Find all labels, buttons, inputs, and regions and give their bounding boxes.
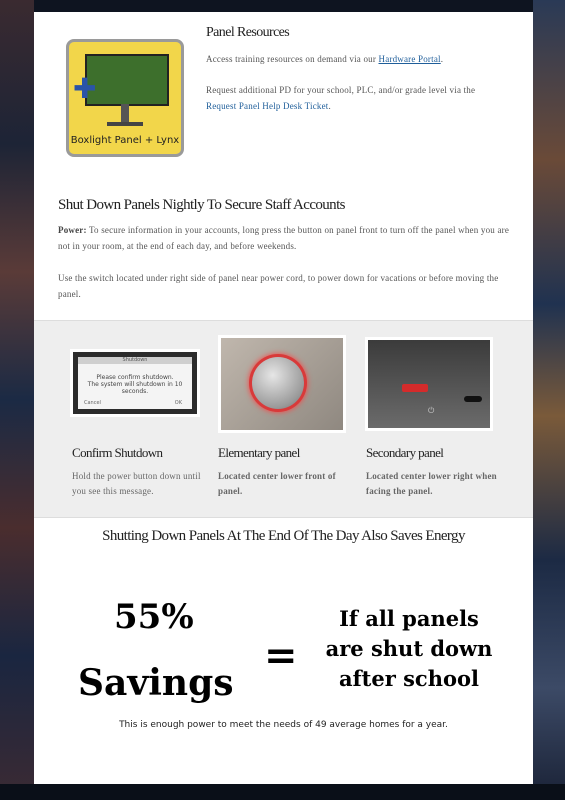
shutdown-paragraph-1 xyxy=(58,222,518,254)
condition-line-3: after school xyxy=(339,666,479,691)
background-left xyxy=(0,0,34,800)
equals-sign: = xyxy=(264,632,298,679)
secondary-panel-desc: Located center lower right when facing the panel. xyxy=(366,471,497,496)
boxlight-logo xyxy=(66,39,184,157)
energy-footnote: This is enough power to meet the needs of 49 average homes for a year. xyxy=(119,720,448,730)
power-icon: ⏻ xyxy=(428,406,435,415)
port-slot xyxy=(464,396,482,402)
dialog-body xyxy=(78,364,192,395)
bottom-strip xyxy=(0,784,565,800)
dialog-header: Shutdown xyxy=(78,357,192,364)
confirm-shutdown-desc: Hold the power button down until you see this message. xyxy=(72,471,201,496)
shutdown-p1-text: To secure information in your accounts, long press the button on panel front to turn off the panel when you are not in your room, at the end of each day, and before weekends. xyxy=(58,225,510,251)
condition-line-2: are shut down xyxy=(325,636,493,661)
resources-p1-end: . xyxy=(440,54,444,64)
resources-paragraph-2 xyxy=(206,82,506,114)
puzzle-icon: ✚ xyxy=(73,74,97,105)
shutdown-dialog-graphic xyxy=(78,357,192,409)
dialog-line-2: The system will shutdown in 10 seconds. xyxy=(87,381,183,395)
background-right xyxy=(533,0,565,800)
panel-base-graphic xyxy=(107,122,143,126)
dialog-cancel-label: Cancel xyxy=(84,400,101,406)
dialog-line-1: Please confirm shutdown. xyxy=(96,374,174,381)
help-desk-ticket-link[interactable]: Request Panel Help Desk Ticket xyxy=(206,101,329,111)
condition-line-1: If all panels xyxy=(339,606,479,631)
savings-percent: 55% xyxy=(114,597,194,637)
resources-paragraph-1 xyxy=(206,51,506,67)
power-button-icon xyxy=(252,357,304,409)
power-label: Power: xyxy=(58,225,87,235)
shutdown-condition xyxy=(324,604,494,694)
dialog-ok-label: OK xyxy=(174,400,182,406)
logo-caption: Boxlight Panel + Lynx xyxy=(70,135,180,146)
shutdown-title: Shut Down Panels Nightly To Secure Staff Accounts xyxy=(58,197,345,213)
secondary-panel-image xyxy=(365,337,493,431)
hardware-portal-link[interactable]: Hardware Portal xyxy=(378,54,441,64)
savings-label: Savings xyxy=(78,662,234,704)
elementary-panel-desc: Located center lower front of panel. xyxy=(218,471,336,496)
resources-p2-text: Request additional PD for your school, PLC, and/or grade level via the xyxy=(206,85,476,95)
confirm-shutdown-image xyxy=(70,349,200,417)
secondary-panel-title: Secondary panel xyxy=(366,445,444,460)
resources-p2-end: . xyxy=(328,101,331,111)
power-switch-light xyxy=(402,384,428,392)
confirm-shutdown-title: Confirm Shutdown xyxy=(72,445,163,460)
dialog-buttons xyxy=(84,400,182,406)
resources-p1-text: Access training resources on demand via our xyxy=(206,54,379,64)
elementary-panel-image xyxy=(218,335,346,433)
energy-title: Shutting Down Panels At The End Of The Day Also Saves Energy xyxy=(102,528,465,544)
elementary-panel-title: Elementary panel xyxy=(218,445,300,460)
content-page xyxy=(34,12,533,784)
shutdown-paragraph-2: Use the switch located under right side of panel near power cord, to power down for vacations or before moving the panel. xyxy=(58,273,499,299)
panel-resources-title: Panel Resources xyxy=(206,25,290,40)
panel-cards-band xyxy=(34,320,533,518)
panel-stand-graphic xyxy=(121,104,129,122)
